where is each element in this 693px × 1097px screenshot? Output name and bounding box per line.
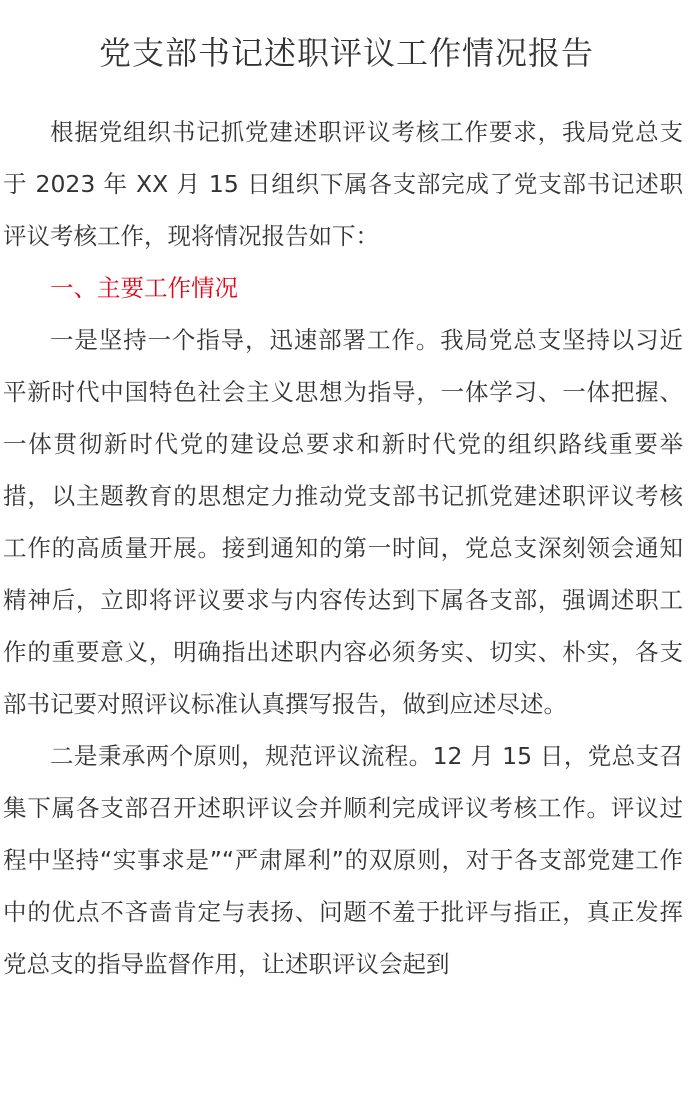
document-title: 党支部书记述职评议工作情况报告 <box>98 34 594 72</box>
intro-paragraph: 根据党组织书记抓党建述职评议考核工作要求，我局党总支于 2023 年 XX 月 15 日组织下属各支部完成了党支部书记述职评议考核工作，现将情况报告如下： <box>3 118 683 250</box>
point-two-paragraph: 二是秉承两个原则，规范评议流程。12 月 15 日，党总支召集下属各支部召开述职评议会并顺利完成评议考核工作。评议过程中坚持“实事求是”“严肃犀利”的双原则，对于各支部党建工作中的优点不吝啬肯定与表扬、问题不羞于批评与指正，真正发挥党总支的指导监督作用，让述职评议会起到 <box>3 742 683 978</box>
document-body <box>3 106 683 990</box>
section-heading: 一、主要工作情况 <box>50 274 238 302</box>
point-one-paragraph: 一是坚持一个指导，迅速部署工作。我局党总支坚持以习近平新时代中国特色社会主义思想为指导，一体学习、一体把握、一体贯彻新时代党的建设总要求和新时代党的组织路线重要举措，以主题教育的思想定力推动党支部书记抓党建述职评议考核工作的高质量开展。接到通知的第一时间，党总支深刻领会通知精神后，立即将评议要求与内容传达到下属各支部，强调述职工作的重要意义，明确指出述职内容必须务实、切实、朴实，各支部书记要对照评议标准认真撰写报告，做到应述尽述。 <box>3 326 683 718</box>
